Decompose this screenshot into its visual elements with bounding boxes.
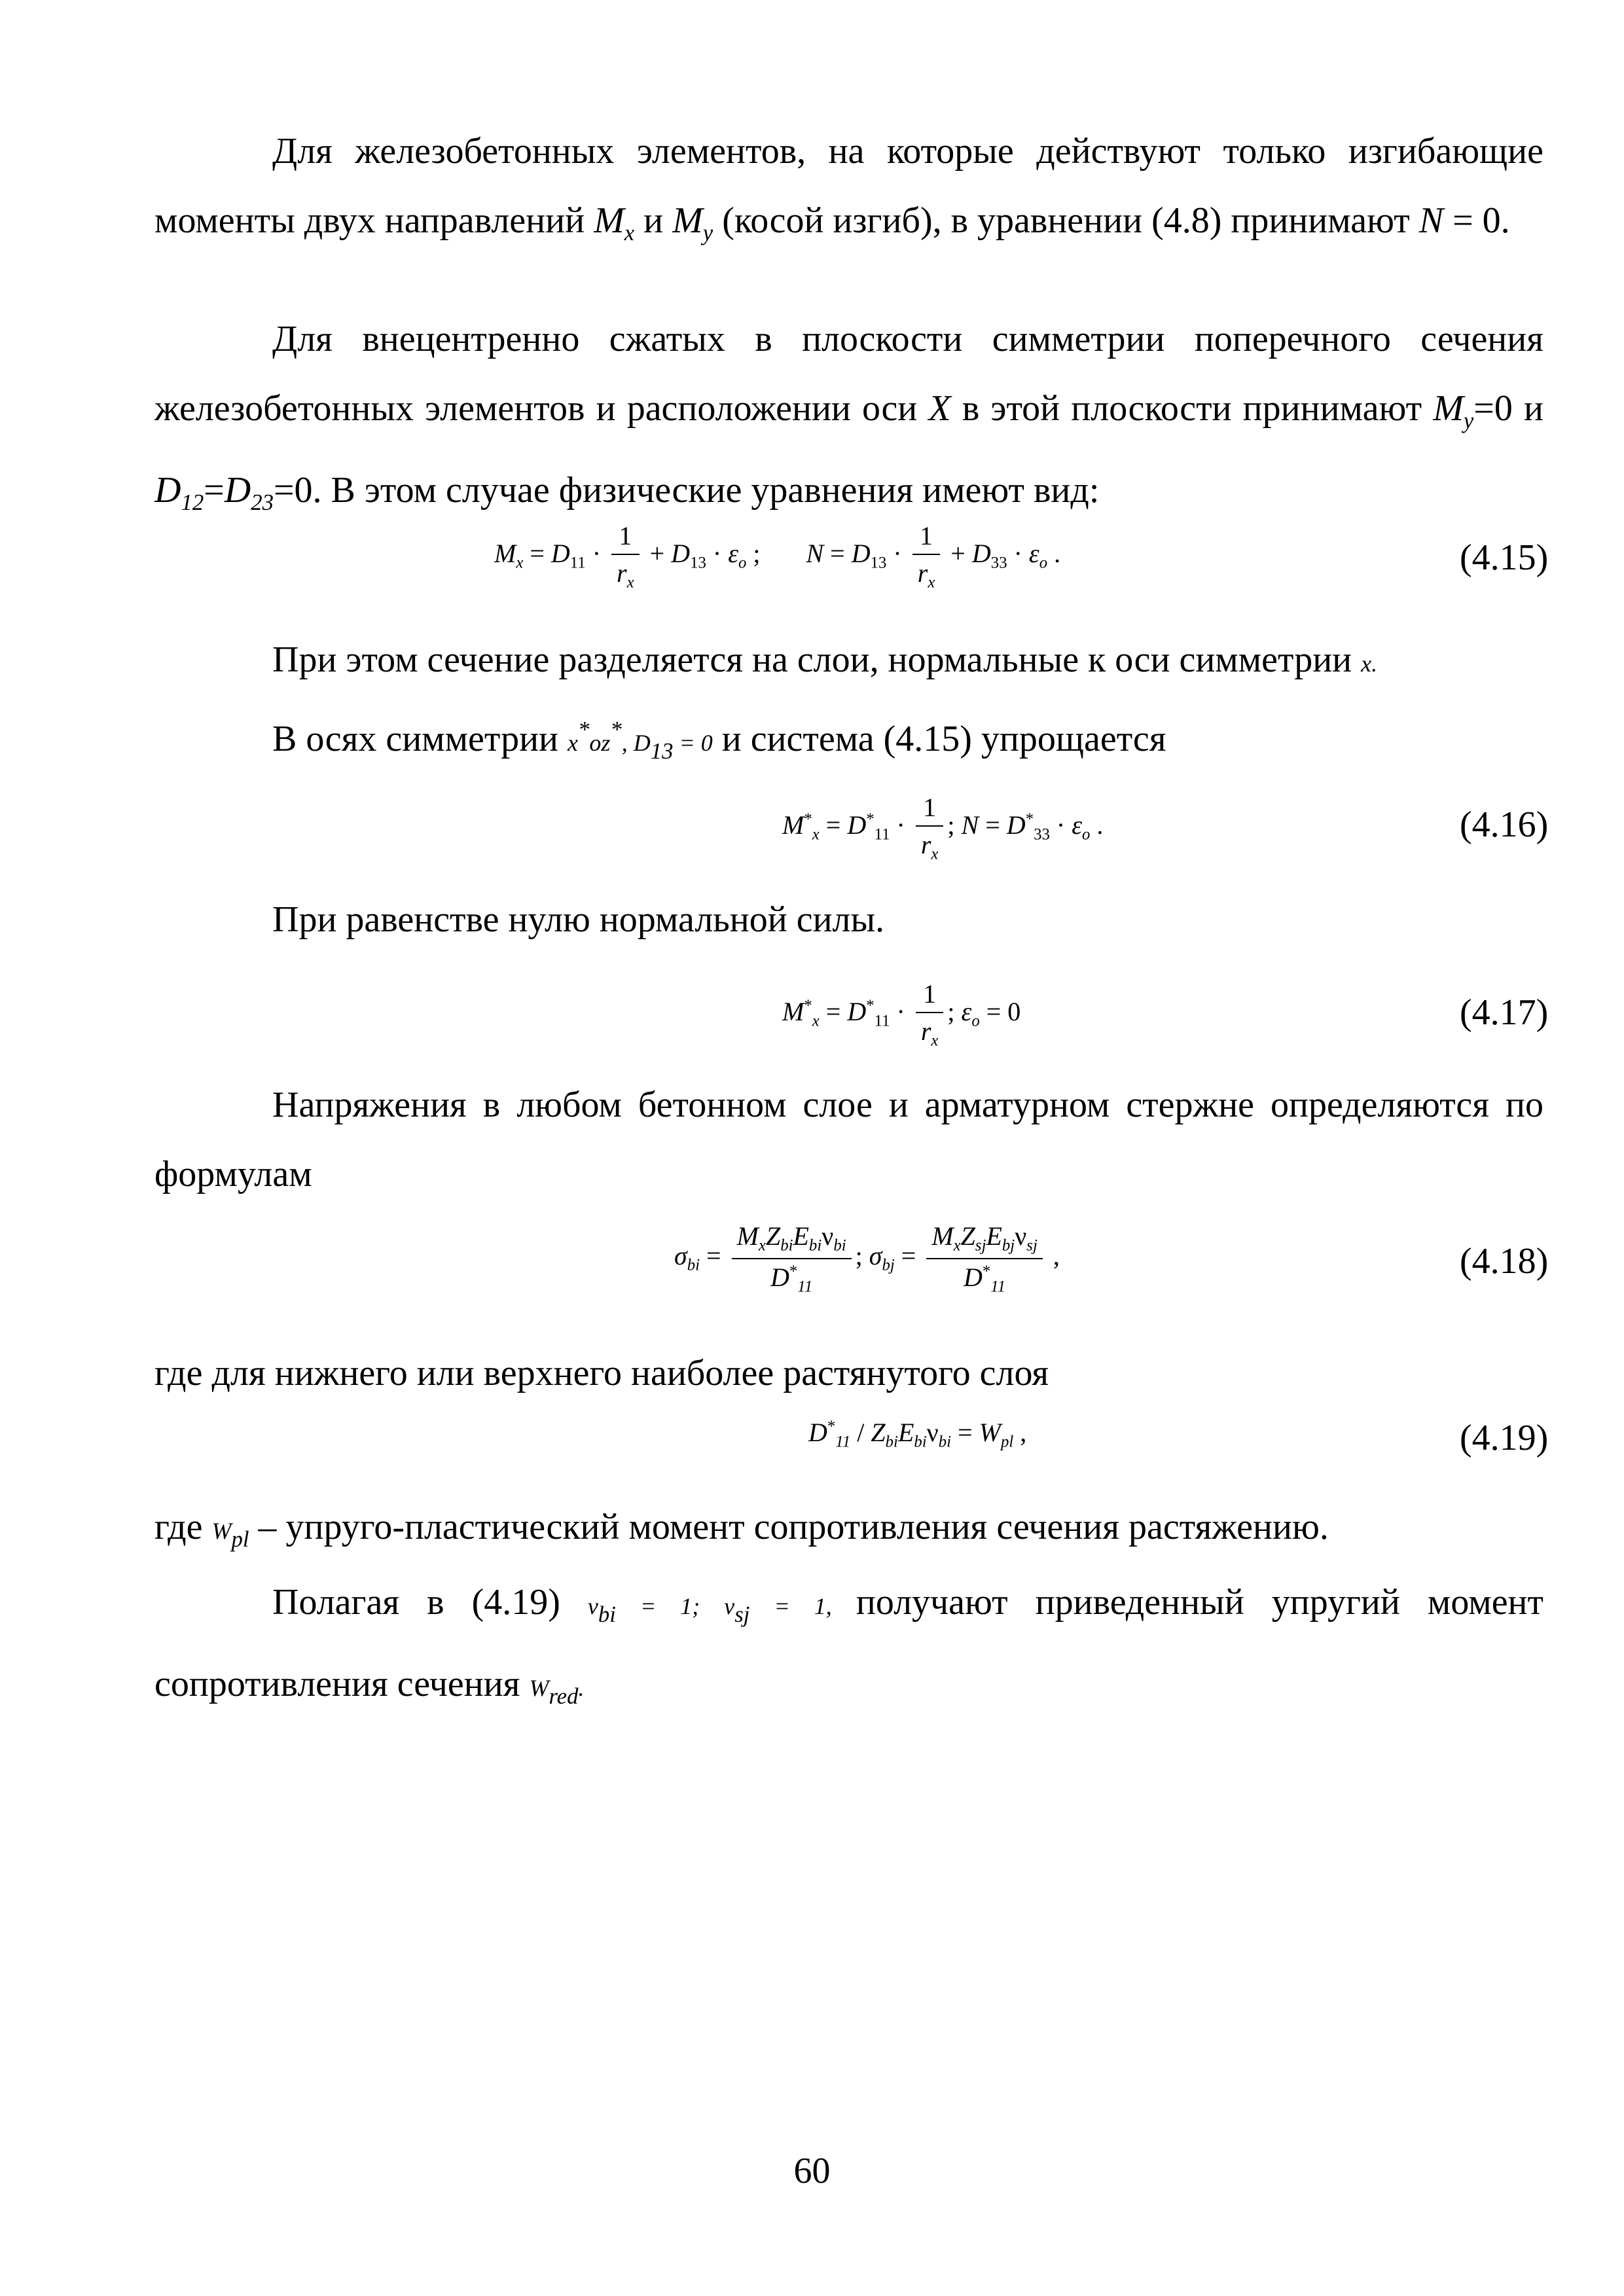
sub-x: x <box>931 1031 939 1050</box>
op: · <box>890 997 912 1027</box>
op: = <box>700 1240 728 1270</box>
sub-x: x <box>931 845 939 863</box>
sub-sj: sj <box>975 1236 986 1255</box>
sub-12: 12 <box>181 490 204 516</box>
var-nu: ν <box>587 1593 598 1619</box>
equation-4-15 <box>494 520 1060 592</box>
text: В осях симметрии <box>272 718 568 759</box>
star: * <box>789 1262 798 1280</box>
text: Полагая в (4.19) <box>272 1582 588 1623</box>
text: При этом сечение разделяется на слои, нормальные к оси симметрии <box>272 639 1362 680</box>
op: . <box>1090 810 1104 840</box>
op: ; <box>947 810 962 840</box>
sub-11: 11 <box>874 825 890 844</box>
var-E: E <box>793 1221 809 1251</box>
sub-sj: sj <box>1026 1236 1038 1255</box>
equation-number: (4.15) <box>1460 537 1549 578</box>
var-nu: ν <box>821 1221 834 1251</box>
paragraph-outer-layer <box>154 1338 1543 1408</box>
sub-o: o <box>1039 554 1048 572</box>
sub-y: y <box>702 220 713 246</box>
var-M: M <box>782 997 804 1027</box>
text: – упруго-пластический момент сопротивления сечения растяжению. <box>249 1507 1329 1547</box>
star: * <box>1025 810 1034 829</box>
fraction <box>916 792 944 864</box>
sub-x: x <box>516 554 524 572</box>
var-sigma: σ <box>869 1240 882 1270</box>
var-E: E <box>897 1418 914 1447</box>
op: · <box>1007 539 1029 569</box>
sub-x: x <box>624 220 635 246</box>
star: * <box>578 717 590 742</box>
paragraph-layers <box>154 625 1543 698</box>
var-x: x <box>568 729 578 756</box>
text: и <box>634 200 673 241</box>
var-nu: ν <box>926 1418 939 1447</box>
sub-o: o <box>971 1012 980 1030</box>
op: · <box>1049 810 1072 840</box>
sub-bi: bi <box>833 1236 846 1255</box>
numerator: 1 <box>912 520 941 555</box>
var-Z: Z <box>765 1221 781 1251</box>
op: / <box>850 1418 871 1447</box>
op: ; <box>746 539 761 569</box>
text: = 1, <box>749 1593 856 1619</box>
var-epsilon: ε <box>961 997 972 1027</box>
star: * <box>866 997 875 1015</box>
sub-x: x <box>758 1236 766 1255</box>
var-D: D <box>1006 810 1026 840</box>
page-number: 60 <box>793 2151 831 2191</box>
var-M: M <box>736 1221 759 1251</box>
fraction <box>926 1221 1043 1296</box>
text: где для нижнего или верхнего наиболее растянутого слоя <box>154 1353 1049 1393</box>
op: · <box>585 539 608 569</box>
star: * <box>827 1418 836 1436</box>
op: = <box>894 1240 923 1270</box>
equation-4-19 <box>808 1417 1026 1452</box>
sub-x: x <box>812 1012 820 1030</box>
paragraph-wpl <box>154 1492 1543 1574</box>
numerator: 1 <box>611 520 640 555</box>
var-epsilon: ε <box>728 539 738 569</box>
var-x: x <box>1361 651 1372 677</box>
var-M: M <box>782 810 804 840</box>
op: ; <box>947 997 962 1027</box>
var-X: X <box>928 388 951 429</box>
text: =0. В этом случае физические уравнения имеют вид: <box>273 470 1100 511</box>
var-D: D <box>770 1262 789 1292</box>
paragraph-bending-moments <box>154 117 1543 268</box>
equation-number: (4.18) <box>1460 1241 1549 1282</box>
sub-23: 23 <box>251 490 274 516</box>
paragraph-zero-normal-force <box>154 885 1543 954</box>
sub-bj: bj <box>882 1256 895 1274</box>
numerator: 1 <box>916 978 944 1013</box>
var-M: M <box>594 200 624 241</box>
var-D: D <box>808 1418 827 1447</box>
op: = 0 <box>979 997 1021 1027</box>
star: * <box>610 717 622 742</box>
var-D: D <box>971 539 991 569</box>
op: = <box>819 810 848 840</box>
sub-bi: bi <box>598 1602 616 1628</box>
sub-bj: bj <box>1001 1236 1015 1255</box>
fraction <box>912 520 941 592</box>
equation-4-16 <box>782 792 1103 864</box>
sub-y: y <box>1463 408 1474 434</box>
var-N: N <box>961 810 979 840</box>
sub-x: x <box>812 825 820 844</box>
var-N: N <box>1418 200 1444 241</box>
var-W: W <box>979 1418 1001 1447</box>
paragraph-symmetry-axes <box>154 695 1543 786</box>
var-Z: Z <box>871 1418 886 1447</box>
op: ; <box>855 1240 869 1270</box>
op: , <box>1046 1240 1060 1270</box>
text: Напряжения в любом бетонном слое и арматурном стержне определяются по формулам <box>154 1085 1543 1194</box>
text: (косой изгиб), в уравнении (4.8) принимают <box>713 200 1419 241</box>
equation-4-18 <box>674 1221 1060 1296</box>
text: . <box>578 1675 585 1702</box>
var-D: D <box>550 539 570 569</box>
sub-bi: bi <box>885 1433 898 1451</box>
text: . <box>1371 651 1378 677</box>
text: = <box>204 470 225 511</box>
var-M: M <box>1433 388 1464 429</box>
op: · <box>706 539 729 569</box>
op: = <box>819 997 848 1027</box>
sub-bi: bi <box>914 1433 927 1451</box>
sub-11: 11 <box>990 1278 1006 1296</box>
sub-x: x <box>928 573 935 592</box>
sub-o: o <box>1081 825 1091 844</box>
var-D: D <box>847 810 867 840</box>
var-D: D <box>671 539 691 569</box>
text: = 0 <box>673 729 713 756</box>
op: + <box>944 539 972 569</box>
text: где <box>154 1507 212 1547</box>
paragraph-wred <box>154 1568 1543 1731</box>
star: * <box>982 1262 991 1280</box>
op: = <box>823 539 852 569</box>
var-D: D <box>154 470 181 511</box>
sub-o: o <box>738 554 747 572</box>
sub-bi: bi <box>938 1433 952 1451</box>
var-E: E <box>986 1221 1002 1251</box>
var-M: M <box>672 200 703 241</box>
op: · <box>886 539 909 569</box>
op: + <box>643 539 672 569</box>
paragraph-stresses <box>154 1070 1543 1209</box>
op: . <box>1047 539 1061 569</box>
text: При равенстве нулю нормальной силы. <box>272 899 885 940</box>
var-r: r <box>920 1016 931 1046</box>
op: · <box>890 810 912 840</box>
sub-13: 13 <box>650 738 674 764</box>
sub-sj: sj <box>734 1602 750 1628</box>
var-W: W <box>211 1518 232 1544</box>
equation-number: (4.17) <box>1460 992 1549 1033</box>
fraction <box>916 978 944 1050</box>
var-D: D <box>963 1262 983 1292</box>
sub-11: 11 <box>874 1012 890 1030</box>
op: = <box>979 810 1007 840</box>
sub-bi: bi <box>687 1256 700 1274</box>
var-D: D <box>633 729 651 756</box>
text: получают приведенный упругий момент сопротивления сечения <box>154 1582 1543 1705</box>
var-oz: oz <box>589 729 611 756</box>
var-r: r <box>917 558 928 588</box>
sub-pl: pl <box>231 1526 249 1552</box>
op: , <box>1013 1418 1027 1447</box>
text: Для железобетонных элементов, на которые действуют только изгибающие моменты двух направлений <box>154 131 1543 241</box>
var-W: W <box>529 1675 549 1702</box>
text: и система (4.15) упрощается <box>712 718 1166 759</box>
paragraph-eccentric-compression <box>154 304 1543 537</box>
op: = <box>523 539 551 569</box>
equation-4-17 <box>782 978 1020 1050</box>
text: , <box>621 729 634 756</box>
equation-number: (4.19) <box>1460 1418 1549 1458</box>
var-N: N <box>806 539 824 569</box>
sub-13: 13 <box>870 554 887 572</box>
var-nu: ν <box>1015 1221 1027 1251</box>
fraction <box>611 520 640 592</box>
sub-x: x <box>953 1236 961 1255</box>
text: Для внецентренно сжатых в плоскости симметрии поперечного сечения железобетонных элементов и расположении оси <box>154 319 1543 429</box>
text: = 0. <box>1443 200 1510 241</box>
sub-11: 11 <box>569 554 586 572</box>
sub-13: 13 <box>690 554 706 572</box>
equation-number: (4.16) <box>1460 804 1549 845</box>
var-r: r <box>617 558 627 588</box>
sub-red: red <box>549 1683 579 1710</box>
sub-bi: bi <box>780 1236 793 1255</box>
var-Z: Z <box>960 1221 975 1251</box>
sub-bi: bi <box>808 1236 822 1255</box>
star: * <box>866 810 875 829</box>
var-nu: ν <box>724 1593 735 1619</box>
text: в этой плоскости принимают <box>950 388 1434 429</box>
star: * <box>804 810 812 829</box>
var-M: M <box>494 539 516 569</box>
var-sigma: σ <box>674 1240 687 1270</box>
var-D: D <box>851 539 871 569</box>
sub-11: 11 <box>835 1433 851 1451</box>
sub-11: 11 <box>797 1278 813 1296</box>
sub-pl: pl <box>1000 1433 1014 1451</box>
var-epsilon: ε <box>1072 810 1082 840</box>
fraction <box>732 1221 852 1296</box>
var-r: r <box>920 830 931 859</box>
sub-33: 33 <box>1034 825 1050 844</box>
sub-x: x <box>626 573 634 592</box>
var-D: D <box>224 470 251 511</box>
numerator: 1 <box>916 792 944 827</box>
var-epsilon: ε <box>1028 539 1039 569</box>
var-D: D <box>847 997 867 1027</box>
var-M: M <box>931 1221 954 1251</box>
star: * <box>804 997 812 1015</box>
text: = 1; <box>615 1593 725 1619</box>
text: =0 и <box>1473 388 1543 429</box>
sub-33: 33 <box>990 554 1007 572</box>
op: = <box>951 1418 979 1447</box>
